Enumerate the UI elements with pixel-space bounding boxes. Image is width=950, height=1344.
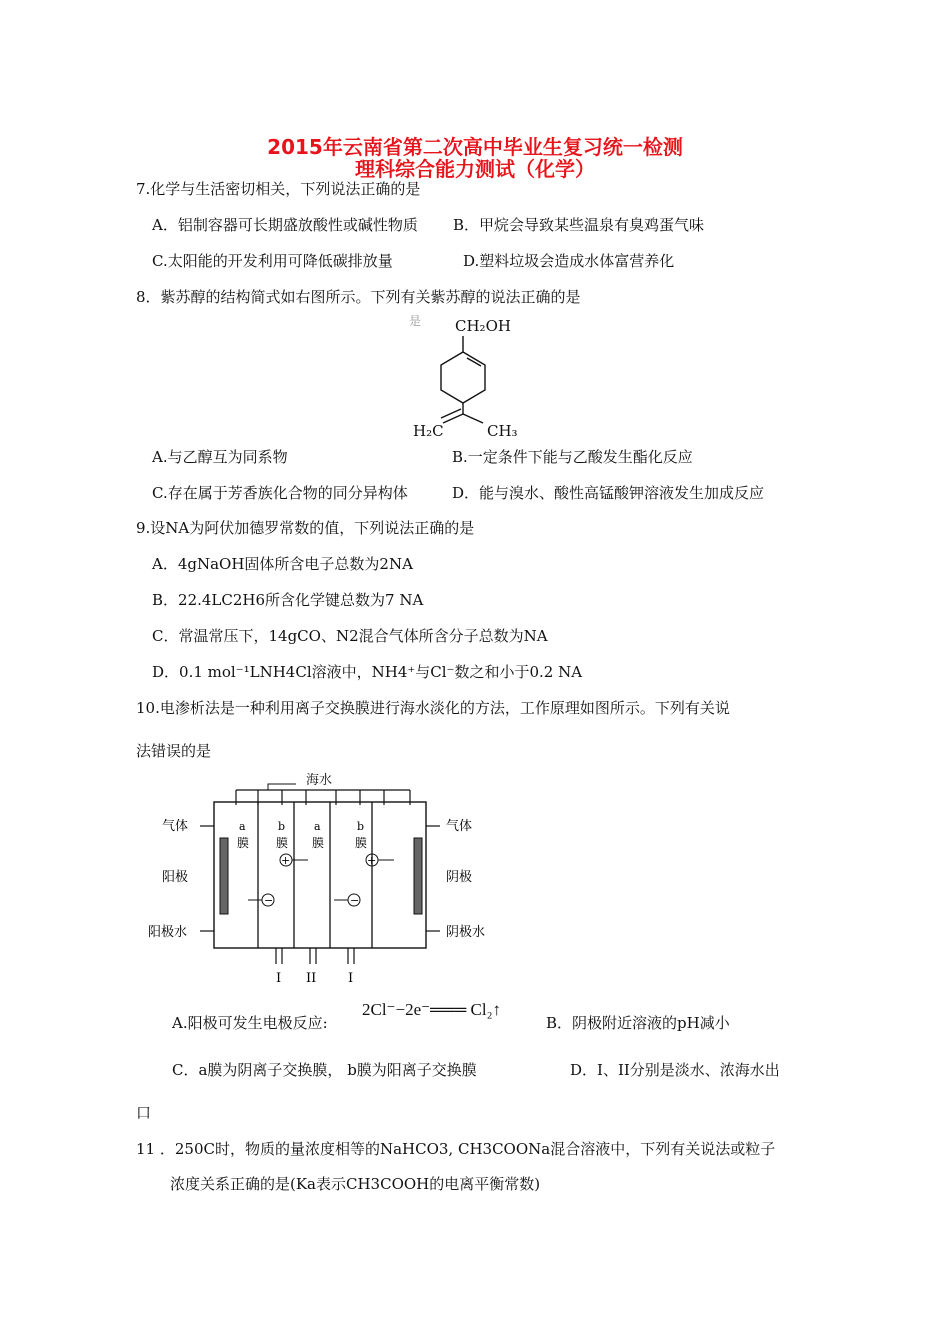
q9-option-c: C．常温常压下，14gCO、N2混合气体所含分子总数为NA <box>152 627 548 645</box>
q10-option-d: D．I、II分别是淡水、浓海水出 <box>570 1061 780 1079</box>
label-cathode-water: 阴极水 <box>446 925 486 940</box>
outlet-label-1: I <box>276 971 282 986</box>
label-anode-water: 阳极水 <box>148 925 188 940</box>
perillyl-alcohol-structure <box>395 310 545 442</box>
label-a-2: a <box>314 820 321 833</box>
label-h2c: H₂C <box>413 422 444 440</box>
title-line-1: 2015年云南省第二次高中毕业生复习统一检测 <box>267 135 683 159</box>
q10-stem-line1: 10.电渗析法是一种利用离子交换膜进行海水淡化的方法，工作原理如图所示。下列有关说 <box>136 699 730 717</box>
cation-symbol-2: + <box>367 854 377 867</box>
label-cathode: 阴极 <box>446 870 473 885</box>
q8-stem: 8．紫苏醇的结构简式如右图所示。下列有关紫苏醇的说法正确的是 <box>136 288 581 306</box>
q10-stem-line2: 法错误的是 <box>136 742 212 760</box>
outlet-label-3: I <box>348 971 354 986</box>
title-line-2: 理科综合能力测试（化学） <box>355 157 595 181</box>
q10-option-a-equation: 2Cl⁻−2e⁻═══ Cl₂↑ <box>362 1000 502 1019</box>
q8-option-b: B.一定条件下能与乙酸发生酯化反应 <box>452 448 693 466</box>
q9-option-d: D．0.1 mol⁻¹LNH4Cl溶液中，NH4⁺与Cl⁻数之和小于0.2 NA <box>152 663 583 681</box>
label-anode: 阳极 <box>162 870 189 885</box>
q9-option-a: A．4gNaOH固体所含电子总数为2NA <box>152 555 413 573</box>
label-b-1: b <box>278 820 286 833</box>
q8-option-a: A.与乙醇互为同系物 <box>152 448 288 466</box>
label-gas-right: 气体 <box>446 819 473 834</box>
q7-option-c: C.太阳能的开发利用可降低碳排放量 <box>152 252 393 270</box>
label-ch3: CH₃ <box>487 422 518 440</box>
label-gas-left: 气体 <box>162 819 189 834</box>
q7-stem: 7.化学与生活密切相关，下列说法正确的是 <box>136 180 421 198</box>
q10-option-d-continued: 口 <box>136 1104 152 1122</box>
q11-line2: 浓度关系正确的是(Ka表示CH3COOH的电离平衡常数) <box>170 1175 541 1193</box>
label-mo-3: 膜 <box>312 836 325 850</box>
q7-option-a: A．铝制容器可长期盛放酸性或碱性物质 <box>152 216 418 234</box>
q8-option-d: D．能与溴水、酸性高锰酸钾溶液发生加成反应 <box>452 484 765 502</box>
q10-option-c: C．a膜为阴离子交换膜， b膜为阳离子交换膜 <box>172 1061 477 1079</box>
structure-fragment: 是 <box>409 314 422 328</box>
label-b-2: b <box>357 820 365 833</box>
anion-symbol-2: − <box>350 894 360 907</box>
q11-line1: 11 ．250C时，物质的量浓度相等的NaHCO3, CH3COONa混合溶液中，下列有关说法或粒子 <box>136 1140 776 1158</box>
q10-option-b: B．阴极附近溶液的pH减小 <box>546 1014 730 1032</box>
anion-symbol-1: − <box>264 894 274 907</box>
label-ch2oh: CH₂OH <box>455 317 511 335</box>
q8-option-c: C.存在属于芳香族化合物的同分异构体 <box>152 484 408 502</box>
q9-stem: 9.设NA为阿伏加德罗常数的值，下列说法正确的是 <box>136 519 475 537</box>
q10-option-a: A.阳极可发生电极反应: <box>172 1014 328 1032</box>
label-mo-4: 膜 <box>355 836 368 850</box>
q9-option-b: B．22.4LC2H6所含化学键总数为7 NA <box>152 591 424 609</box>
label-seawater: 海水 <box>306 773 333 788</box>
cation-symbol-1: + <box>281 854 291 867</box>
q7-option-b: B．甲烷会导致某些温泉有臭鸡蛋气味 <box>453 216 705 234</box>
electrodialysis-diagram <box>148 768 518 990</box>
label-mo-2: 膜 <box>276 836 289 850</box>
outlet-label-2: II <box>306 971 317 986</box>
label-mo-1: 膜 <box>237 836 250 850</box>
label-a-1: a <box>239 820 246 833</box>
q7-option-d: D.塑料垃圾会造成水体富营养化 <box>463 252 675 270</box>
